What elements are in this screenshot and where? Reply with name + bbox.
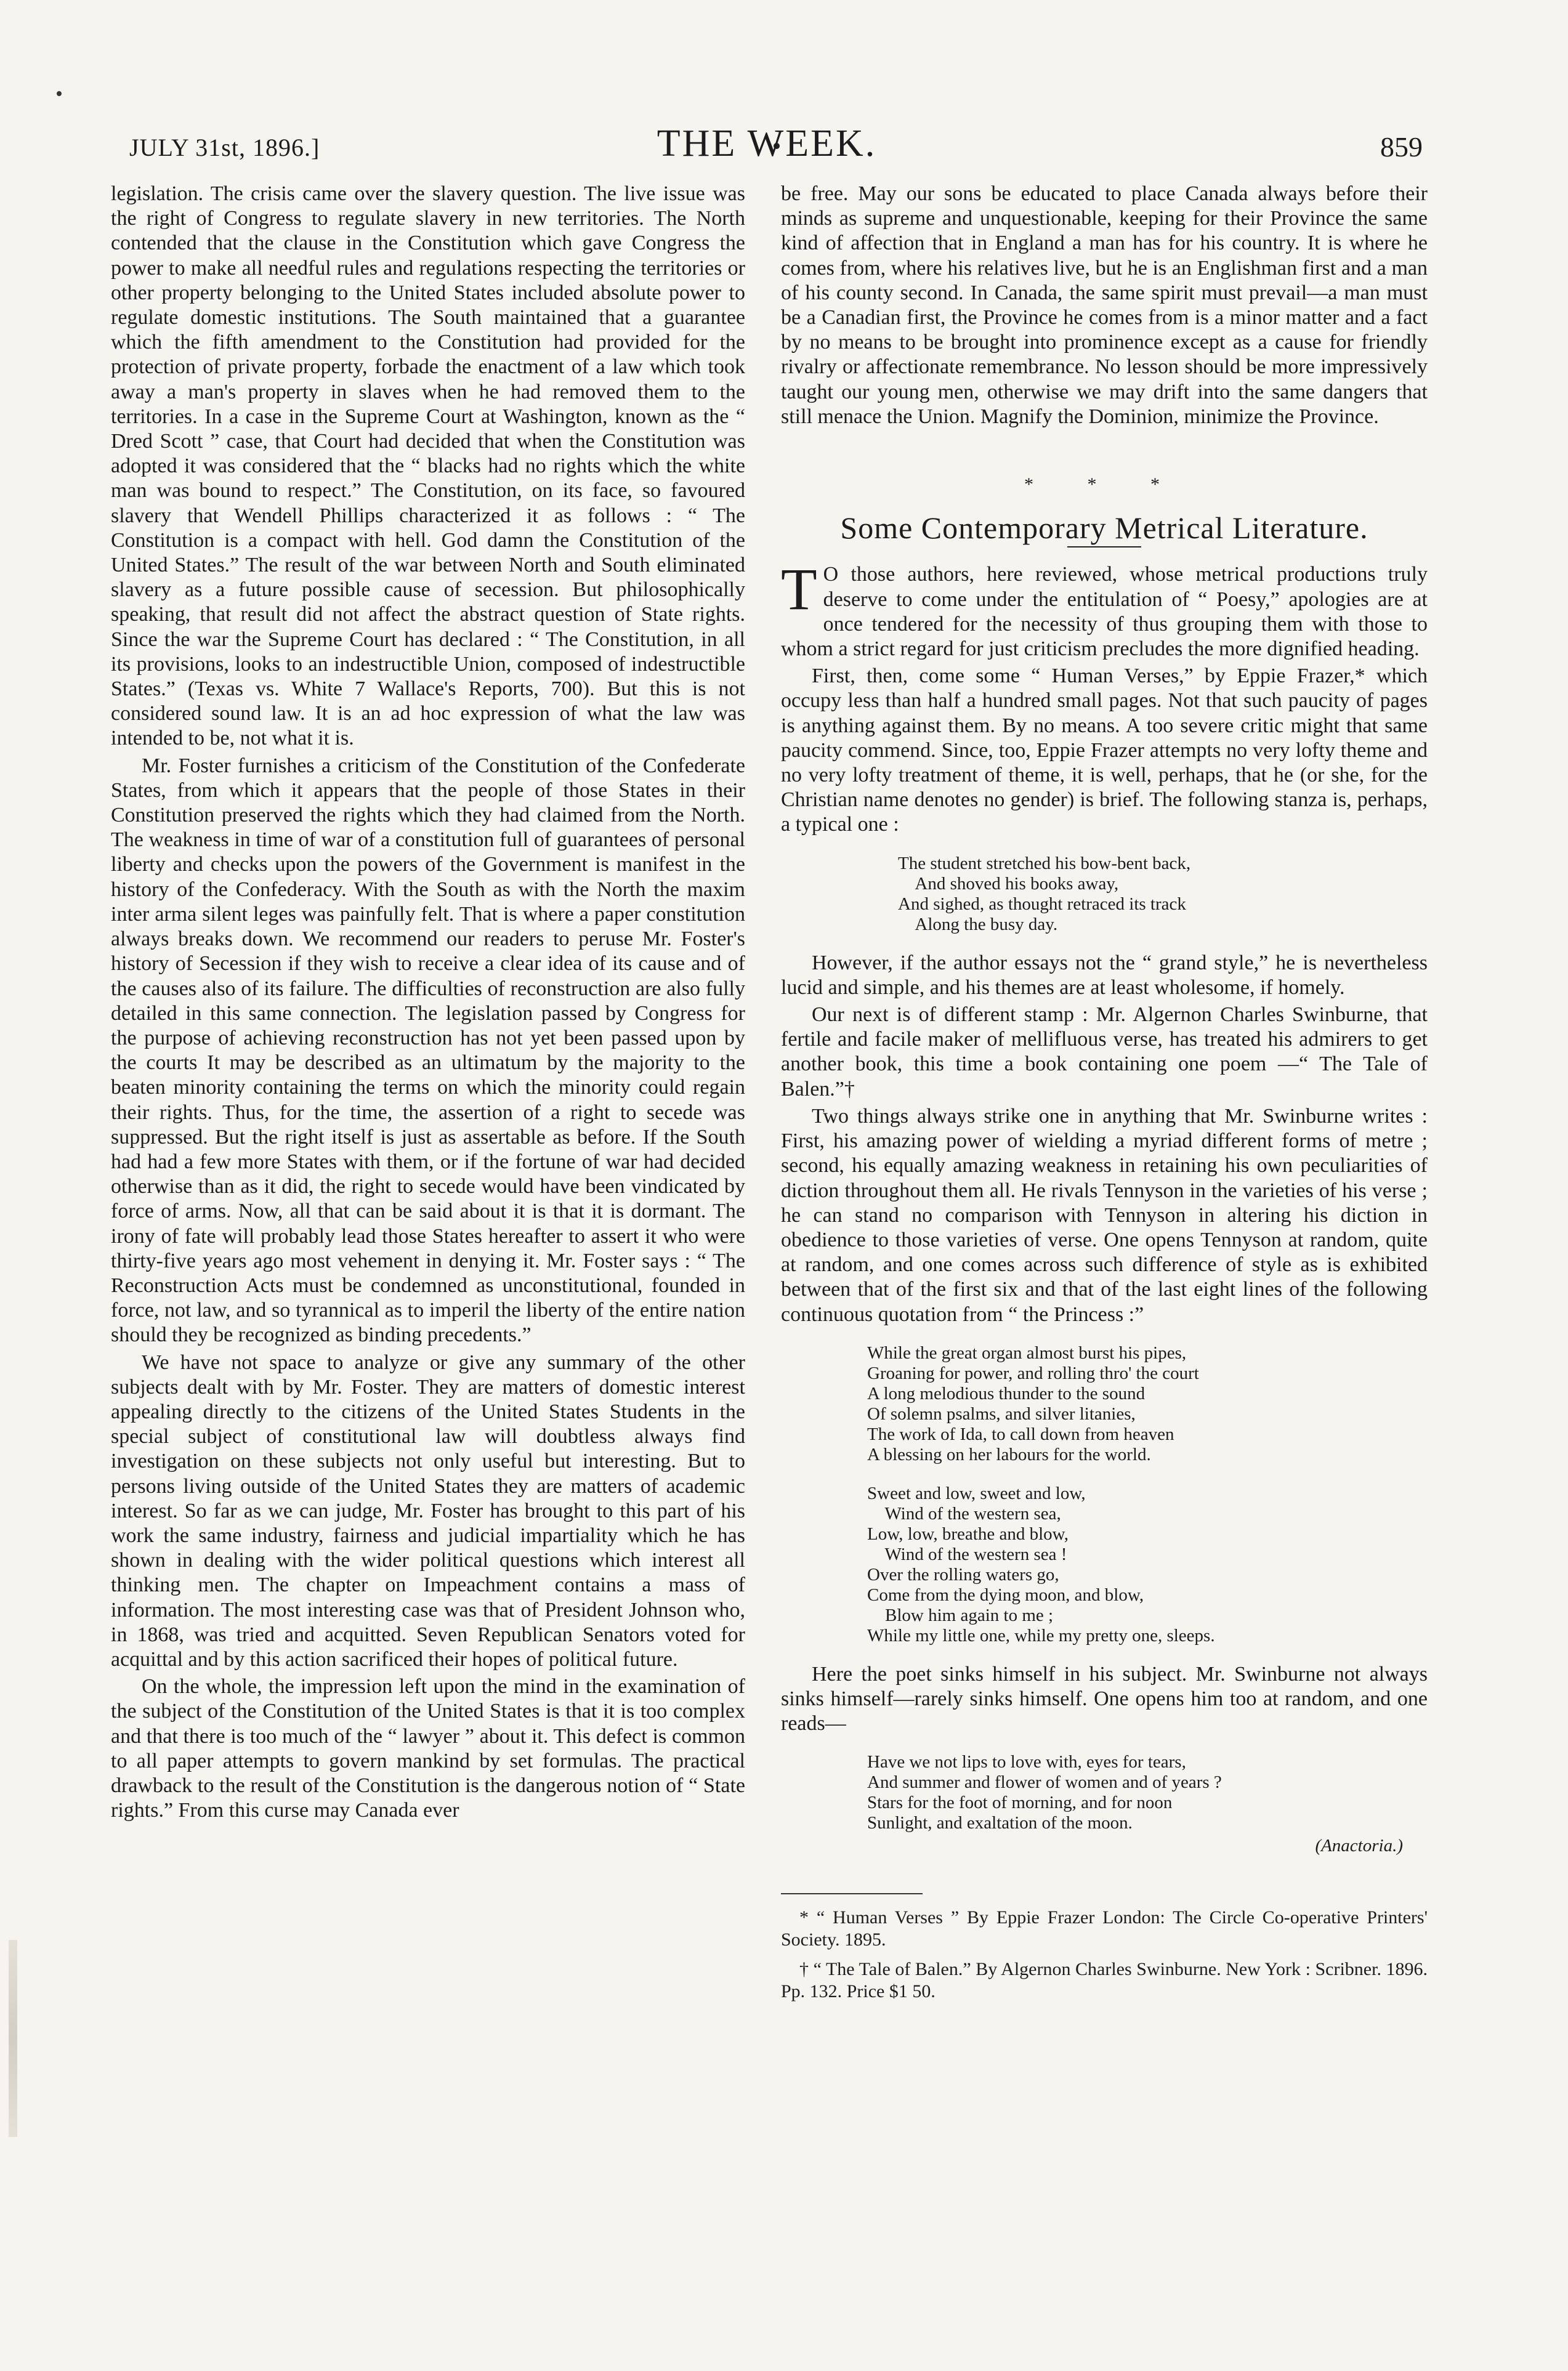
page-edge-shadow: [9, 1940, 17, 2137]
footnote: † “ The Tale of Balen.” By Algernon Charles Swinburne. New York : Scribner. 1896. Pp. 132. Price $1 50.: [781, 1959, 1428, 2002]
body-paragraph: legislation. The crisis came over the slavery question. The live issue was the right of Congress to regulate slavery in new territories. The North contended that the clause in the Constitution which gave Congress the power to make all needful rules and regulations respecting the territories or other property belonging to the United States included absolute power to regulate domestic institutions. The South maintained that a guarantee which the fifth amendment to the Constitution had provided for the protection of private property, forbade the enactment of a law which took away a man's property in slaves when he had removed them to the territories. In a case in the Supreme Court at Washington, known as the “ Dred Scott ” case, that Court had decided that when the Constitution was adopted it was considered that the “ blacks had no rights which the white man was bound to respect.” The Constitution, on its face, so favoured slavery that Wendell Phillips characterized it as follows : “ The Constitution is a compact with hell. God damn the Constitution of the United States.” The result of the war between North and South eliminated slavery as a future possible cause of secession. But philosophically speaking, that result did not affect the abstract question of State rights. Since the war the Supreme Court has declared : “ The Constitution, in all its provisions, looks to an indestructible Union, composed of indestructible States.” (Texas vs. White 7 Wallace's Reports, 700). But this is not considered sound law. It is an ad hoc expression of what the law was intended to be, not what it is.: [111, 182, 745, 750]
body-paragraph: Two things always strike one in anything that Mr. Swinburne writes : First, his amazing power of wielding a myriad different forms of metre ; second, his equally amazing weakness in retaining his own peculiarities of diction throughout them all. He rivals Tennyson in the varieties of his verse ; he can stand no comparison with Tennyson in altering his diction in obedience to those varieties of verse. One opens Tennyson at random, quite at random, and one comes across such difference of style as is exhibited between that of the first six and that of the last eight lines of the following continuous quotation from “ the Princess :”: [781, 1104, 1428, 1326]
verse-line: While the great organ almost burst his pipes,: [867, 1343, 1187, 1363]
body-paragraph: Mr. Foster furnishes a criticism of the Constitution of the Confederate States, from which it appears that the people of those States in their Constitution preserved the rights which they had claimed from the North. The weakness in time of war of a constitution full of guarantees of personal liberty and checks upon the powers of the Government is manifest in the history of the Confederacy. With the South as with the North the maxim inter arma silent leges was painfully felt. That is where a paper constitution always breaks down. We recommend our readers to peruse Mr. Foster's history of Secession if they wish to receive a clear idea of its cause and of the causes also of its failure. The difficulties of reconstruction are also fully detailed in this same connection. The legislation passed by Congress for the purpose of achieving reconstruction has not yet been passed upon by the courts It may be described as an ultimatum by the majority to the beaten minority containing the terms on which the minority could regain their rights. Thus, for the time, the assertion of a right to secede was suppressed. But the right itself is just as assertable as before. If the South had had a few more States with them, or if the fortune of war had decided otherwise than as it did, the right to secede would have been vindicated by force of arms. Now, all that can be said about it is that it is dormant. The irony of fate will probably lead those States hereafter to assert it who were thirty-five years ago most vehement in denying it. Mr. Foster says : “ The Reconstruction Acts must be condemned as unconstitutional, founded in force, not law, and so tyrannical as to imperil the liberty of the entire nation should they be recognized as binding precedents.”: [111, 754, 745, 1347]
verse-line: While my little one, while my pretty one, sleeps.: [867, 1625, 1215, 1646]
verse-line: And shoved his books away,: [898, 873, 1119, 894]
verse-line: Stars for the foot of morning, and for noon: [867, 1793, 1173, 1813]
left-column: [111, 182, 745, 1823]
body-paragraph: Our next is of different stamp : Mr. Algernon Charles Swinburne, that fertile and facile maker of mellifluous verse, has treated his admirers to get another book, this time a book containing one poem —“ The Tale of Balen.”†: [781, 1003, 1428, 1101]
verse-line: Along the busy day.: [898, 914, 1058, 934]
right-column: [781, 182, 1428, 2003]
verse-line: Sunlight, and exaltation of the moon.: [867, 1813, 1133, 1833]
article-title: Some Contemporary Metrical Literature.: [840, 511, 1368, 546]
ink-speck: [57, 91, 62, 96]
page-number: 859: [1380, 131, 1423, 163]
footnote-rule: [781, 1893, 923, 1894]
verse-line: Wind of the western sea,: [867, 1503, 1061, 1524]
verse-line: Low, low, breathe and blow,: [867, 1524, 1069, 1544]
body-paragraph: be free. May our sons be educated to place Canada always before their minds as supreme and unquestionable, keeping for their Province the same kind of affection that in England a man has for his country. It is where he comes from, where his relatives live, but he is an Englishman first and a man of his county second. In Canada, the same spirit must prevail—a man must be a Canadian first, the Province he comes from is a minor matter and a fact by no means to be brought into prominence except as a cause for friendly rivalry or affectionate remembrance. No lesson should be more impressively taught our young men, otherwise we may drift into the same dangers that still menace the Union. Magnify the Dominion, minimize the Province.: [781, 182, 1428, 428]
verse-quote: [867, 1752, 1428, 1856]
title-rule: [1067, 546, 1141, 547]
page-header: [111, 122, 1423, 171]
verse-line: The work of Ida, to call down from heaven: [867, 1424, 1174, 1444]
issue-date: JULY 31st, 1896.]: [129, 134, 320, 161]
verse-line: The student stretched his bow-bent back,: [898, 853, 1191, 873]
verse-line: Come from the dying moon, and blow,: [867, 1585, 1144, 1605]
stanza-gap: [867, 1465, 1428, 1484]
verse-line: A blessing on her labours for the world.: [867, 1444, 1151, 1464]
verse-line: Sweet and low, sweet and low,: [867, 1483, 1086, 1503]
verse-line: And sighed, as thought retraced its track: [898, 894, 1186, 914]
verse-line: Groaning for power, and rolling thro' the court: [867, 1363, 1199, 1383]
body-paragraph: However, if the author essays not the “ grand style,” he is nevertheless lucid and simple, and his themes are at least wholesome, if homely.: [781, 951, 1428, 999]
verse-line: And summer and flower of women and of years ?: [867, 1772, 1222, 1793]
intro-paragraph: T O those authors, here reviewed, whose metrical productions truly deserve to come under the entitulation of “ Poesy,” apologies are at once tendered for the necessity of thus grouping them with those to whom a strict regard for just criticism precludes the more dignified heading.: [781, 556, 1428, 661]
verse-line: Wind of the western sea !: [867, 1544, 1067, 1564]
verse-line: Of solemn psalms, and silver litanies,: [867, 1404, 1136, 1424]
verse-attribution: (Anactoria.): [1315, 1836, 1403, 1856]
verse-line: Have we not lips to love with, eyes for tears,: [867, 1752, 1186, 1772]
verse-quote: [898, 854, 1428, 935]
verse-line: Over the rolling waters go,: [867, 1564, 1059, 1585]
verse-line: A long melodious thunder to the sound: [867, 1383, 1146, 1404]
body-paragraph: We have not space to analyze or give any summary of the other subjects dealt with by Mr. Foster. They are matters of domestic interest appealing directly to the citizens of the United States Students in the special subject of constitutional law will doubtless always find investigation on these subjects not only useful but interesting. But to persons living outside of the United States they are matters of academic interest. So far as we can judge, Mr. Foster has brought to this part of his work the same industry, fairness and judicial impartiality which he has shown in dealing with the wider political questions which interest all thinking men. The chapter on Impeachment contains a mass of information. The most interesting case was that of President Johnson who, in 1868, was tried and acquitted. Seven Republican Senators voted for acquittal and by this action sacrificed their hopes of political future.: [111, 1351, 745, 1671]
verse-line: Blow him again to me ;: [867, 1605, 1054, 1625]
footnote: * “ Human Verses ” By Eppie Frazer London: The Circle Co-operative Printers' Society. 1895.: [781, 1907, 1428, 1950]
verse-quote: [867, 1343, 1428, 1646]
section-separator: * * *: [1024, 474, 1184, 495]
drop-cap: T: [781, 556, 817, 623]
body-paragraph: Here the poet sinks himself in his subject. Mr. Swinburne not always sinks himself—rarely sinks himself. One opens him too at random, and one reads—: [781, 1662, 1428, 1735]
publication-title: THE WEEK.: [657, 123, 877, 164]
body-paragraph: On the whole, the impression left upon the mind in the examination of the subject of the Constitution of the United States is that it is too complex and that there is too much of the “ lawyer ” about it. This defect is common to all paper attempts to govern mankind by set formulas. The practical drawback to the result of the Constitution is the dangerous notion of “ State rights.” From this curse may Canada ever: [111, 1675, 745, 1822]
body-paragraph: First, then, come some “ Human Verses,” by Eppie Frazer,* which occupy less than half a hundred small pages. Not that such paucity of pages is anything against them. By no means. A too severe critic might that same paucity commend. Since, too, Eppie Frazer attempts no very lofty theme and no very lofty treatment of theme, it is well, perhaps, that he (or she, for the Christian name denotes no gender) is brief. The following stanza is, perhaps, a typical one :: [781, 664, 1428, 836]
